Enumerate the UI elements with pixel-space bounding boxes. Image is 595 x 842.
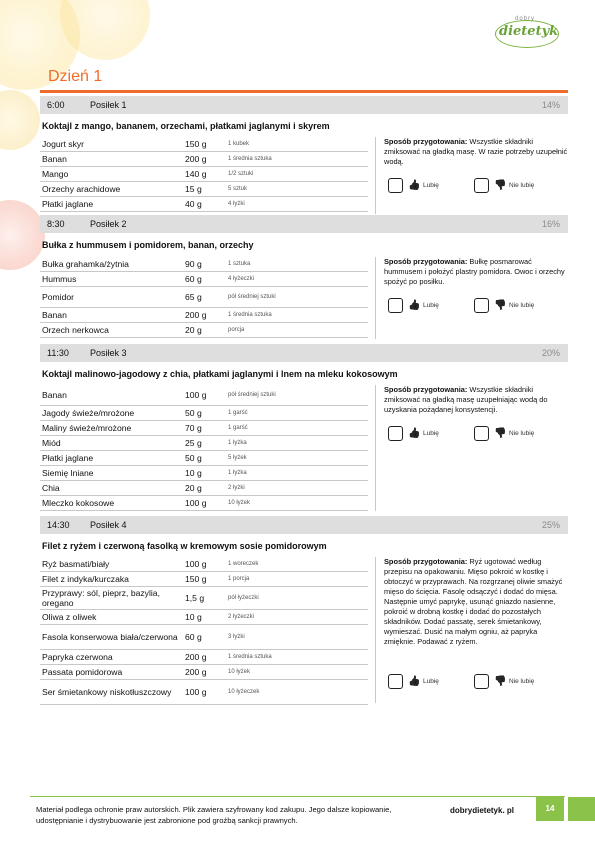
ingredient-row [40,572,368,587]
ingredient-household-measure: 1 kubek [228,141,250,147]
ingredient-quantity: 60 g [185,632,202,642]
ingredient-row [40,650,368,665]
meal-rating [388,298,568,314]
ingredient-household-measure: 1 łyżka [228,470,247,476]
ingredient-name: Papryka czerwona [42,652,113,662]
ingredient-name: Chia [42,483,60,493]
copyright-notice: Materiał podlega ochronie praw autorskich. Plik zawiera szyfrowany kod zakupu. Jego dalsze kopiowanie, udostępnianie i dystrybuowanie jest zabronione pod groźbą sankcji prawnych. [36,805,392,825]
column-separator [375,137,376,214]
like-label: Lubię [423,430,439,437]
meal-header-bar [40,96,568,114]
preparation-instructions: Wszystkie składniki zmiksować na gładką masę uzupełniając wodą do uzyskania pożądanej konsystencji. [384,385,548,414]
thumbs-up-icon: 👍 [408,180,421,191]
preparation-instructions: Ryż ugotować według przepisu na opakowaniu. Mięso pokroić w kostkę i obtoczyć w przyprawach. Na rozgrzanej oliwie smażyć mięso do ścięcia. Fasolę odsączyć i dodać do mięsa. Następnie umyć paprykę, usunąć gniazdo nasienne, pokroić w drobną kostkę i dodać do pozostałych składników. Dodać passatę, serek śmietankowy, wymieszać. Dusić na małym ogniu, aż papryka zmięknie. Podawać z ryżem. [384,557,563,646]
dislike-checkbox[interactable] [474,674,489,689]
meal-title: Koktajl z mango, bananem, orzechami, płatkami jaglanymi i skyrem [42,121,330,131]
ingredient-quantity: 200 g [185,652,207,662]
ingredient-household-measure: 3 łyżki [228,634,245,640]
ingredient-quantity: 20 g [185,483,202,493]
like-label: Lubię [423,182,439,189]
preparation-label: Sposób przygotowania: [384,137,468,146]
ingredient-row [40,680,368,705]
thumbs-up-icon: 👍 [408,428,421,439]
meal-percentage: 20% [541,348,560,358]
dislike-label: Nie lubię [509,678,535,685]
meal-header-bar [40,215,568,233]
ingredient-name: Banan [42,154,67,164]
ingredient-household-measure: pół średniej sztuki [228,294,276,300]
like-checkbox[interactable] [388,426,403,441]
ingredient-quantity: 100 g [185,559,207,569]
ingredient-row [40,182,368,197]
ingredient-name: Pomidor [42,292,74,302]
ingredient-name: Hummus [42,274,77,284]
ingredient-name: Mleczko kokosowe [42,498,115,508]
ingredient-quantity: 200 g [185,154,207,164]
grapefruit-decoration [0,200,45,270]
ingredient-household-measure: 4 łyżki [228,201,245,207]
ingredient-row [40,323,368,338]
ingredient-row [40,481,368,496]
ingredient-row [40,197,368,212]
ingredient-household-measure: 1 łyżka [228,440,247,446]
meal-name: Posiłek 1 [90,100,127,110]
thumbs-up-icon: 👍 [408,676,421,687]
ingredient-name: Ryż basmati/biały [42,559,110,569]
ingredient-row [40,466,368,481]
citrus-decoration [0,90,40,150]
dislike-checkbox[interactable] [474,178,489,193]
ingredient-row [40,152,368,167]
ingredient-quantity: 100 g [185,390,207,400]
logo-small-text: dobry [515,16,536,22]
ingredient-name: Płatki jaglane [42,453,94,463]
meal-name: Posiłek 3 [90,348,127,358]
meal-header-bar [40,516,568,534]
preparation-instructions: Wszystkie składniki zmiksować na gładką masę. W razie potrzeby uzupełnić wodą. [384,137,568,166]
column-separator [375,257,376,339]
ingredient-quantity: 15 g [185,184,202,194]
meal-time: 14:30 [47,520,70,530]
ingredient-name: Przyprawy: sól, pieprz, bazylia, oregano [42,588,160,608]
ingredient-row [40,167,368,182]
ingredient-household-measure: pół łyżeczki [228,595,259,601]
thumbs-down-icon: 👎 [494,428,507,439]
ingredient-quantity: 65 g [185,292,202,302]
ingredients-table [40,385,368,511]
ingredient-household-measure: 1 sztuka [228,261,251,267]
brand-logo [495,14,565,48]
like-label: Lubię [423,678,439,685]
preparation-text [384,257,570,287]
column-separator [375,385,376,511]
ingredient-name: Orzech nerkowca [42,325,109,335]
ingredient-name: Mango [42,169,69,179]
meal-name: Posiłek 2 [90,219,127,229]
ingredient-quantity: 10 g [185,612,202,622]
ingredient-row [40,385,368,406]
ingredient-household-measure: 1 średnia sztuka [228,654,272,660]
preparation-label: Sposób przygotowania: [384,557,468,566]
meal-rating [388,178,568,194]
day-title: Dzień 1 [48,68,103,85]
ingredient-row [40,496,368,511]
ingredient-name: Miód [42,438,61,448]
ingredient-row [40,587,368,610]
meal-name: Posiłek 4 [90,520,127,530]
meal-time: 8:30 [47,219,65,229]
ingredient-row [40,421,368,436]
page-number: 14 [536,797,564,821]
dislike-label: Nie lubię [509,182,535,189]
ingredients-table [40,257,368,338]
preparation-label: Sposób przygotowania: [384,385,468,394]
ingredient-quantity: 100 g [185,498,207,508]
ingredient-row [40,557,368,572]
ingredient-name: Orzechy arachidowe [42,184,121,194]
dislike-label: Nie lubię [509,430,535,437]
ingredient-row [40,257,368,272]
ingredient-quantity: 60 g [185,274,202,284]
ingredient-quantity: 20 g [185,325,202,335]
like-label: Lubię [423,302,439,309]
preparation-text [384,557,570,647]
meal-time: 6:00 [47,100,65,110]
ingredient-row [40,287,368,308]
dislike-checkbox[interactable] [474,298,489,313]
ingredient-household-measure: 1/2 sztuki [228,171,254,177]
meal-title: Filet z ryżem i czerwoną fasolką w kremowym sosie pomidorowym [42,541,327,551]
ingredient-household-measure: 10 łyżeczek [228,689,260,695]
footer-site: dobrydietetyk. pl [450,806,515,815]
ingredient-quantity: 150 g [185,574,207,584]
preparation-text [384,137,570,167]
preparation-label: Sposób przygotowania: [384,257,468,266]
meal-percentage: 14% [541,100,560,110]
preparation-text [384,385,570,415]
ingredient-row [40,451,368,466]
ingredient-row [40,610,368,625]
ingredient-row [40,625,368,650]
ingredient-household-measure: 1 garść [228,410,248,416]
ingredient-quantity: 200 g [185,310,207,320]
ingredient-name: Jagody świeże/mrożone [42,408,135,418]
ingredient-household-measure: 10 łyżek [228,500,251,506]
ingredient-name: Passata pomidorowa [42,667,123,677]
ingredient-quantity: 200 g [185,667,207,677]
ingredients-table [40,557,368,705]
day-divider [40,90,568,93]
thumbs-down-icon: 👎 [494,300,507,311]
ingredient-household-measure: 1 garść [228,425,248,431]
ingredient-quantity: 90 g [185,259,202,269]
ingredient-name: Siemię lniane [42,468,94,478]
meal-title: Koktajl malinowo-jagodowy z chia, płatkami jaglanymi i lnem na mleku kokosowym [42,369,398,379]
like-checkbox[interactable] [388,178,403,193]
thumbs-down-icon: 👎 [494,676,507,687]
meal-header-bar [40,344,568,362]
ingredient-name: Banan [42,390,67,400]
page-tab-decoration [568,797,595,821]
ingredient-name: Ser śmietankowy niskotłuszczowy [42,687,172,697]
ingredient-household-measure: 1 średnia sztuka [228,156,272,162]
ingredient-row [40,665,368,680]
ingredient-name: Fasola konserwowa biała/czerwona [42,632,178,642]
ingredient-household-measure: 5 łyżek [228,455,247,461]
ingredient-household-measure: porcja [228,327,245,333]
ingredient-quantity: 1,5 g [185,593,205,603]
logo-big-text: dietetyk [499,24,559,39]
ingredient-name: Bułka grahamka/żytnia [42,259,129,269]
ingredient-name: Maliny świeże/mrożone [42,423,132,433]
ingredient-row [40,406,368,421]
ingredient-household-measure: 1 woreczek [228,561,259,567]
thumbs-down-icon: 👎 [494,180,507,191]
ingredient-household-measure: 4 łyżeczki [228,276,255,282]
ingredient-name: Filet z indyka/kurczaka [42,574,129,584]
preparation-instructions: Bułkę posmarować hummusem i położyć plastry pomidora. Owoc i orzechy spożyć po posiłku. [384,257,565,286]
ingredient-quantity: 40 g [185,199,202,209]
ingredient-household-measure: 2 łyżeczki [228,614,255,620]
ingredient-quantity: 25 g [185,438,202,448]
ingredient-quantity: 100 g [185,687,207,697]
meal-title: Bułka z hummusem i pomidorem, banan, orzechy [42,240,254,250]
ingredients-table [40,137,368,212]
ingredient-quantity: 50 g [185,453,202,463]
ingredient-name: Oliwa z oliwek [42,612,97,622]
dislike-checkbox[interactable] [474,426,489,441]
meal-rating [388,674,568,690]
meal-time: 11:30 [47,348,69,358]
ingredient-household-measure: 5 sztuk [228,186,248,192]
ingredient-name: Jogurt skyr [42,139,85,149]
ingredient-row [40,272,368,287]
ingredient-quantity: 70 g [185,423,202,433]
ingredient-household-measure: pół średniej sztuki [228,392,276,398]
thumbs-up-icon: 👍 [408,300,421,311]
ingredient-quantity: 50 g [185,408,202,418]
ingredient-quantity: 140 g [185,169,207,179]
like-checkbox[interactable] [388,298,403,313]
ingredient-quantity: 150 g [185,139,207,149]
meal-percentage: 16% [541,219,560,229]
ingredient-household-measure: 2 łyżki [228,485,245,491]
ingredient-row [40,137,368,152]
column-separator [375,557,376,703]
dislike-label: Nie lubię [509,302,535,309]
ingredient-household-measure: 1 średnia sztuka [228,312,272,318]
ingredient-household-measure: 1 porcja [228,576,250,582]
ingredient-row [40,308,368,323]
ingredient-household-measure: 10 łyżek [228,669,251,675]
ingredient-name: Płatki jaglane [42,199,94,209]
footer-divider [30,796,565,797]
meal-percentage: 25% [541,520,560,530]
meal-rating [388,426,568,442]
ingredient-quantity: 10 g [185,468,202,478]
ingredient-row [40,436,368,451]
like-checkbox[interactable] [388,674,403,689]
ingredient-name: Banan [42,310,67,320]
